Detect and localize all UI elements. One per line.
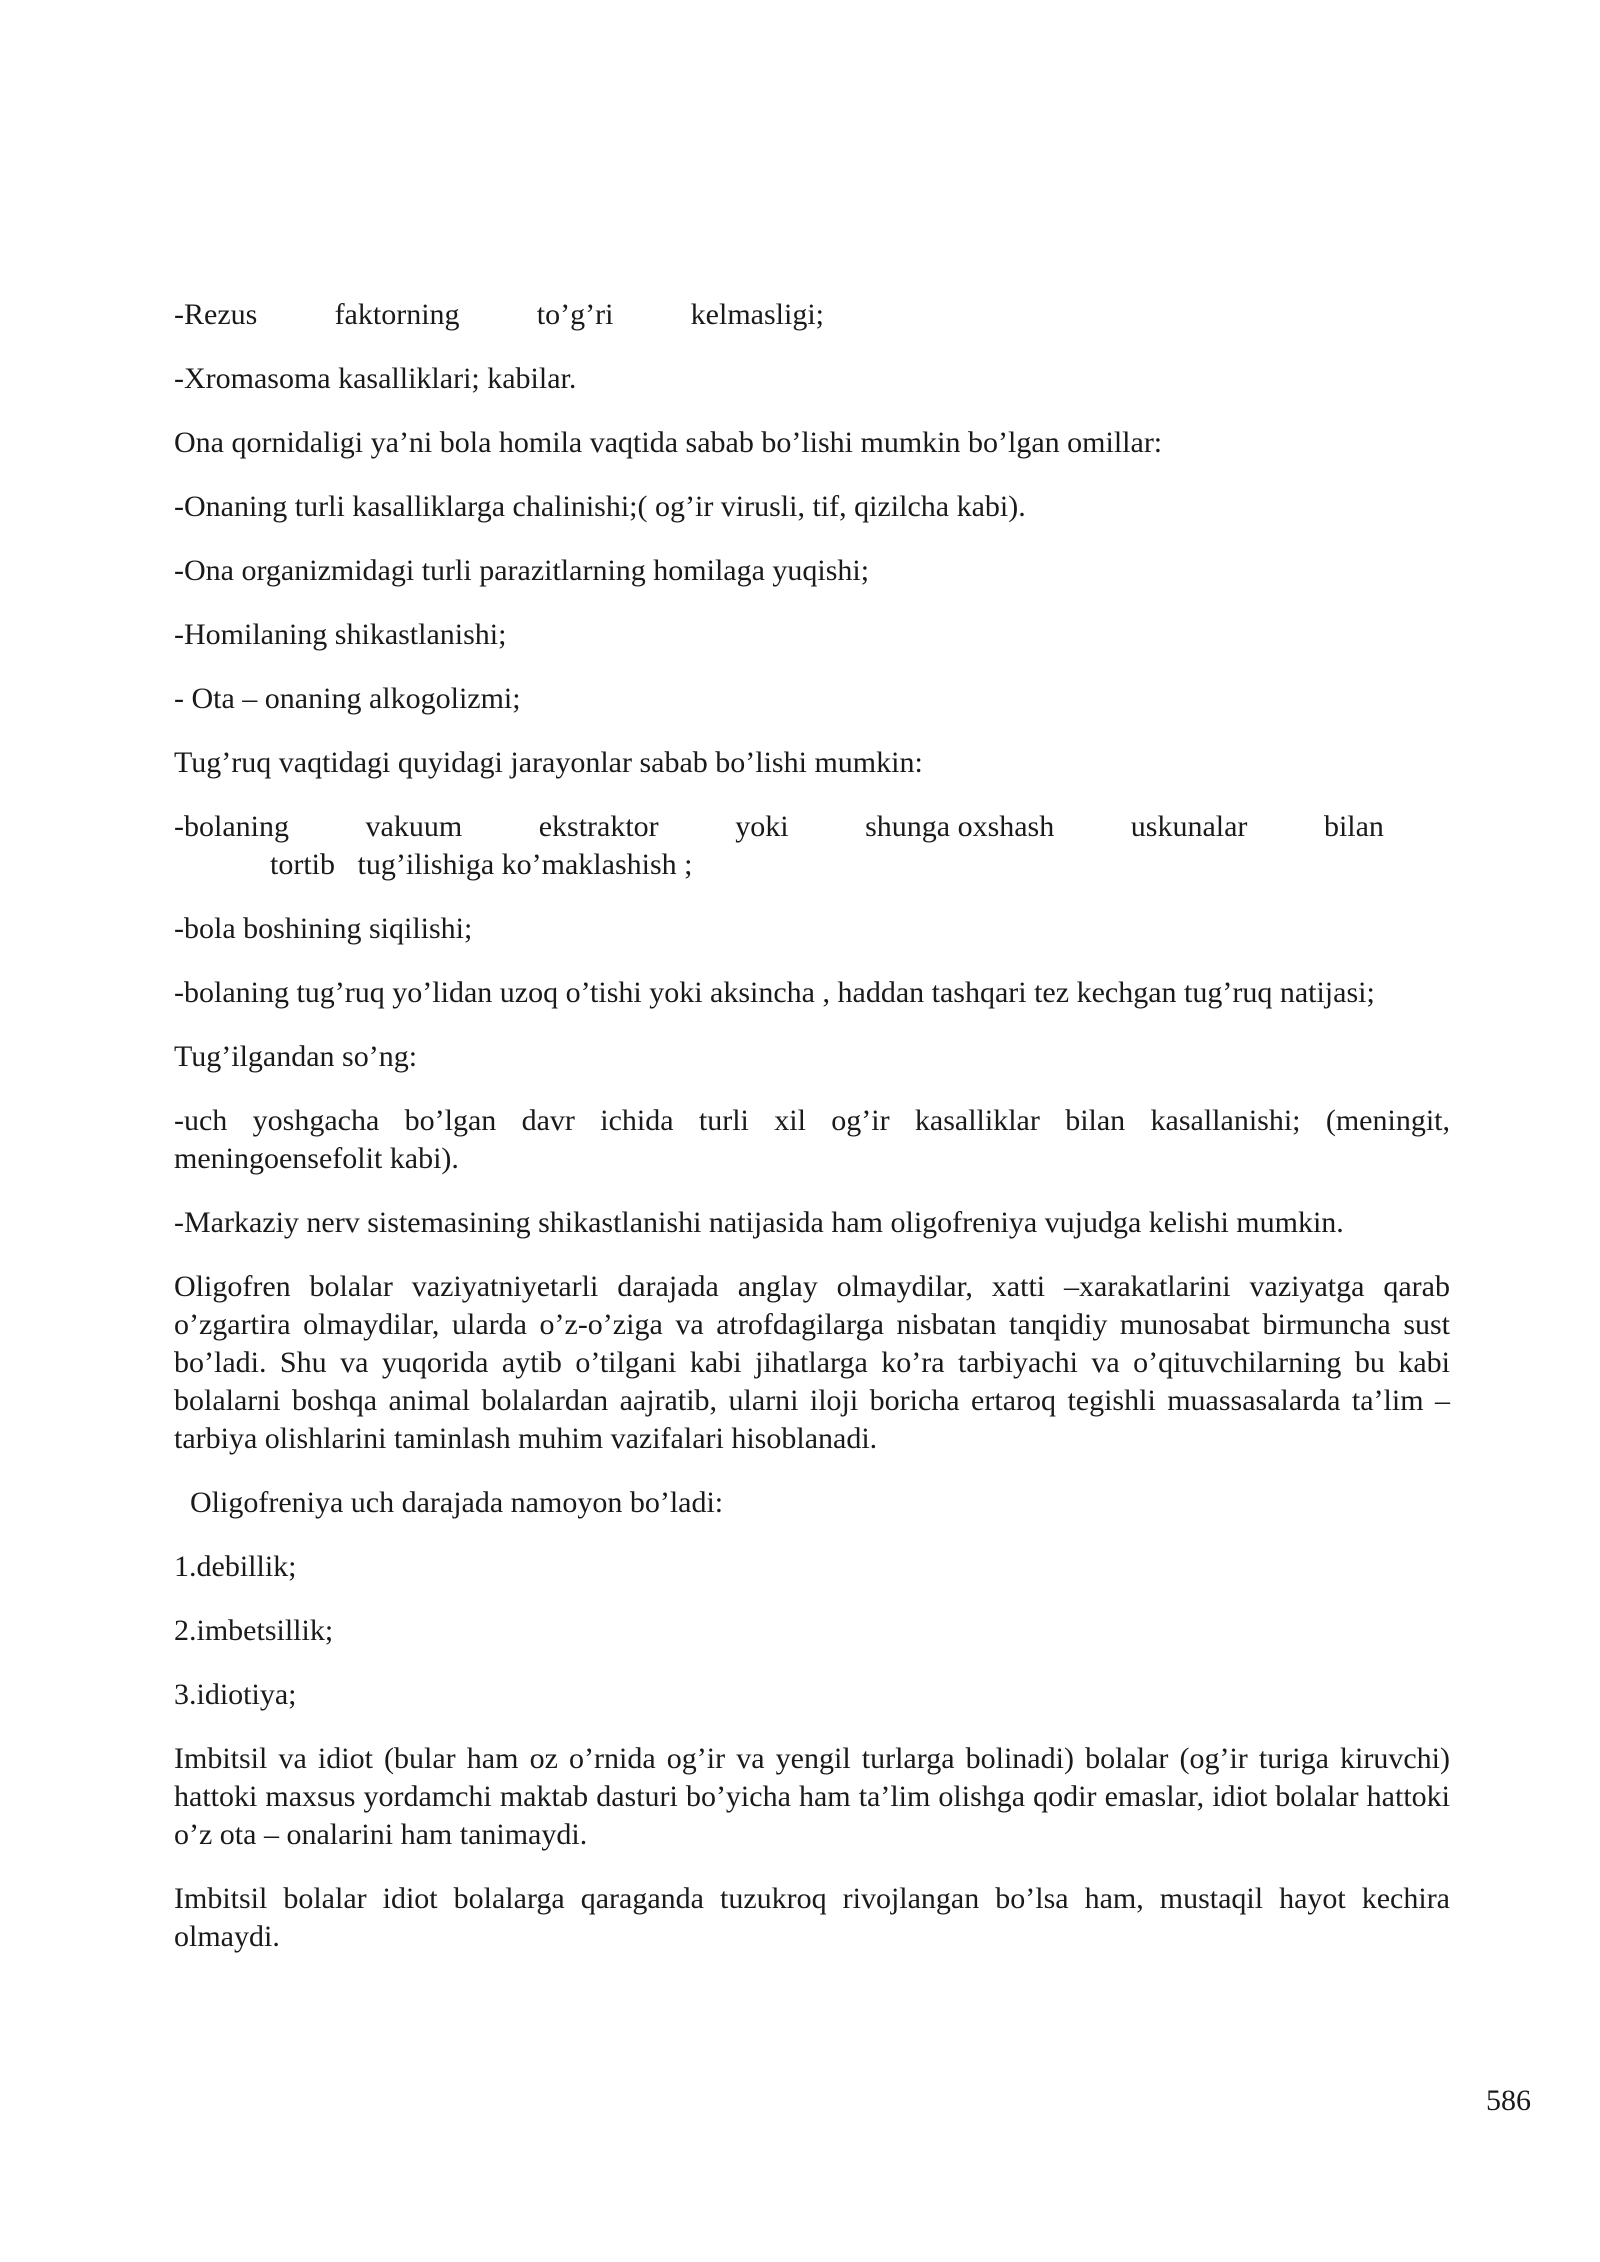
list-item: 3.idiotiya; bbox=[174, 1678, 297, 1711]
paragraph-parazitlar: -Ona organizmidagi turli parazitlarning homilaga yuqishi; bbox=[174, 554, 870, 587]
paragraph-uch-yoshgacha: -uch yoshgacha bo’lgan davr ichida turli xil og’ir kasalliklar bilan kasallanishi; (meningit, meningoensefolit kabi). bbox=[174, 1104, 1450, 1175]
paragraph-tugruq-vaqtida: Tug’ruq vaqtidagi quyidagi jarayonlar sabab bo’lishi mumkin: bbox=[174, 746, 923, 779]
word: -bolaning bbox=[174, 810, 289, 843]
paragraph-imbitsil-idiot: Imbitsil va idiot (bular ham oz o’rnida og’ir va yengil turlarga bolinadi) bolalar (og’ir turiga kiruvchi) hattoki maxsus yordamchi maktab dasturi bo’yicha ham ta’lim olishga qodir emaslar, idiot bolalar hattoki o’z ota – onalarini ham tanimaydi. bbox=[174, 1742, 1450, 1851]
paragraph-uch-daraja: Oligofreniya uch darajada namoyon bo’ladi: bbox=[190, 1486, 724, 1519]
paragraph-oligofren-bolalar: Oligofren bolalar vaziyatniyetarli darajada anglay olmaydilar, xatti –xarakatlarini vaziyatga qarab o’zgartira olmaydilar, ularda o’z-o’ziga va atrofdagilarga nisbatan tanqidiy munosabat birmuncha sust bo’ladi. Shu va yuqorida aytib o’tilgani kabi jihatlarga ko’ra tarbiyachi va o’qituvchilarning bu kabi bolalarni boshqa animal bolalardan aajratib, ularni iloji boricha ertaroq tegishli muassasalarda ta’lim – tarbiya olishlarini taminlash muhim vazifalari hisoblanadi. bbox=[174, 1270, 1450, 1455]
word: shunga oxshash bbox=[865, 810, 1055, 843]
paragraph-tugilgandan-song: Tug’ilgandan so’ng: bbox=[174, 1040, 418, 1073]
list-item: 1.debillik; bbox=[174, 1550, 297, 1583]
word: ekstraktor bbox=[538, 810, 659, 843]
word: uskunalar bbox=[1130, 810, 1248, 843]
word: -Rezus bbox=[174, 298, 258, 331]
continuation-line: tortib tug’ilishiga ko’maklashish ; bbox=[270, 848, 693, 881]
paragraph-imbitsil-bolalar: Imbitsil bolalar idiot bolalarga qaraganda tuzukroq rivojlangan bo’lsa ham, mustaqil hayot kechira olmaydi. bbox=[174, 1882, 1450, 1953]
paragraph-alkogolizm: - Ota – onaning alkogolizmi; bbox=[174, 682, 521, 715]
word: to’g’ri bbox=[536, 298, 614, 331]
word: kelmasligi; bbox=[690, 298, 824, 331]
word: faktorning bbox=[334, 298, 460, 331]
word: yoki bbox=[735, 810, 789, 843]
paragraph-bosh-siqilishi: -bola boshining siqilishi; bbox=[174, 912, 473, 945]
list-item: 2.imbetsillik; bbox=[174, 1614, 334, 1647]
paragraph-vakuum-ekstraktor bbox=[174, 808, 1450, 884]
paragraph-homila-shikastlanishi: -Homilaning shikastlanishi; bbox=[174, 618, 507, 651]
page-number: 586 bbox=[1486, 2084, 1531, 2117]
word: vakuum bbox=[365, 810, 463, 843]
spread-line bbox=[174, 808, 1384, 846]
paragraph-ona-qornidaligi: Ona qornidaligi ya’ni bola homila vaqtida sabab bo’lishi mumkin bo’lgan omillar: bbox=[174, 426, 1163, 459]
paragraph-xromasoma: -Xromasoma kasalliklari; kabilar. bbox=[174, 362, 577, 395]
paragraph-markaziy-nerv: -Markaziy nerv sistemasining shikastlanishi natijasida ham oligofreniya vujudga kelishi mumkin. bbox=[174, 1206, 1344, 1239]
page-body bbox=[174, 296, 1450, 1982]
paragraph-rezus bbox=[174, 296, 824, 334]
paragraph-tugruq-yoli: -bolaning tug’ruq yo’lidan uzoq o’tishi yoki aksincha , haddan tashqari tez kechgan tug’ruq natijasi; bbox=[174, 976, 1375, 1009]
paragraph-onaning-kasalliklari: -Onaning turli kasalliklarga chalinishi;( og’ir virusli, tif, qizilcha kabi). bbox=[174, 490, 1026, 523]
word: bilan bbox=[1323, 810, 1384, 843]
